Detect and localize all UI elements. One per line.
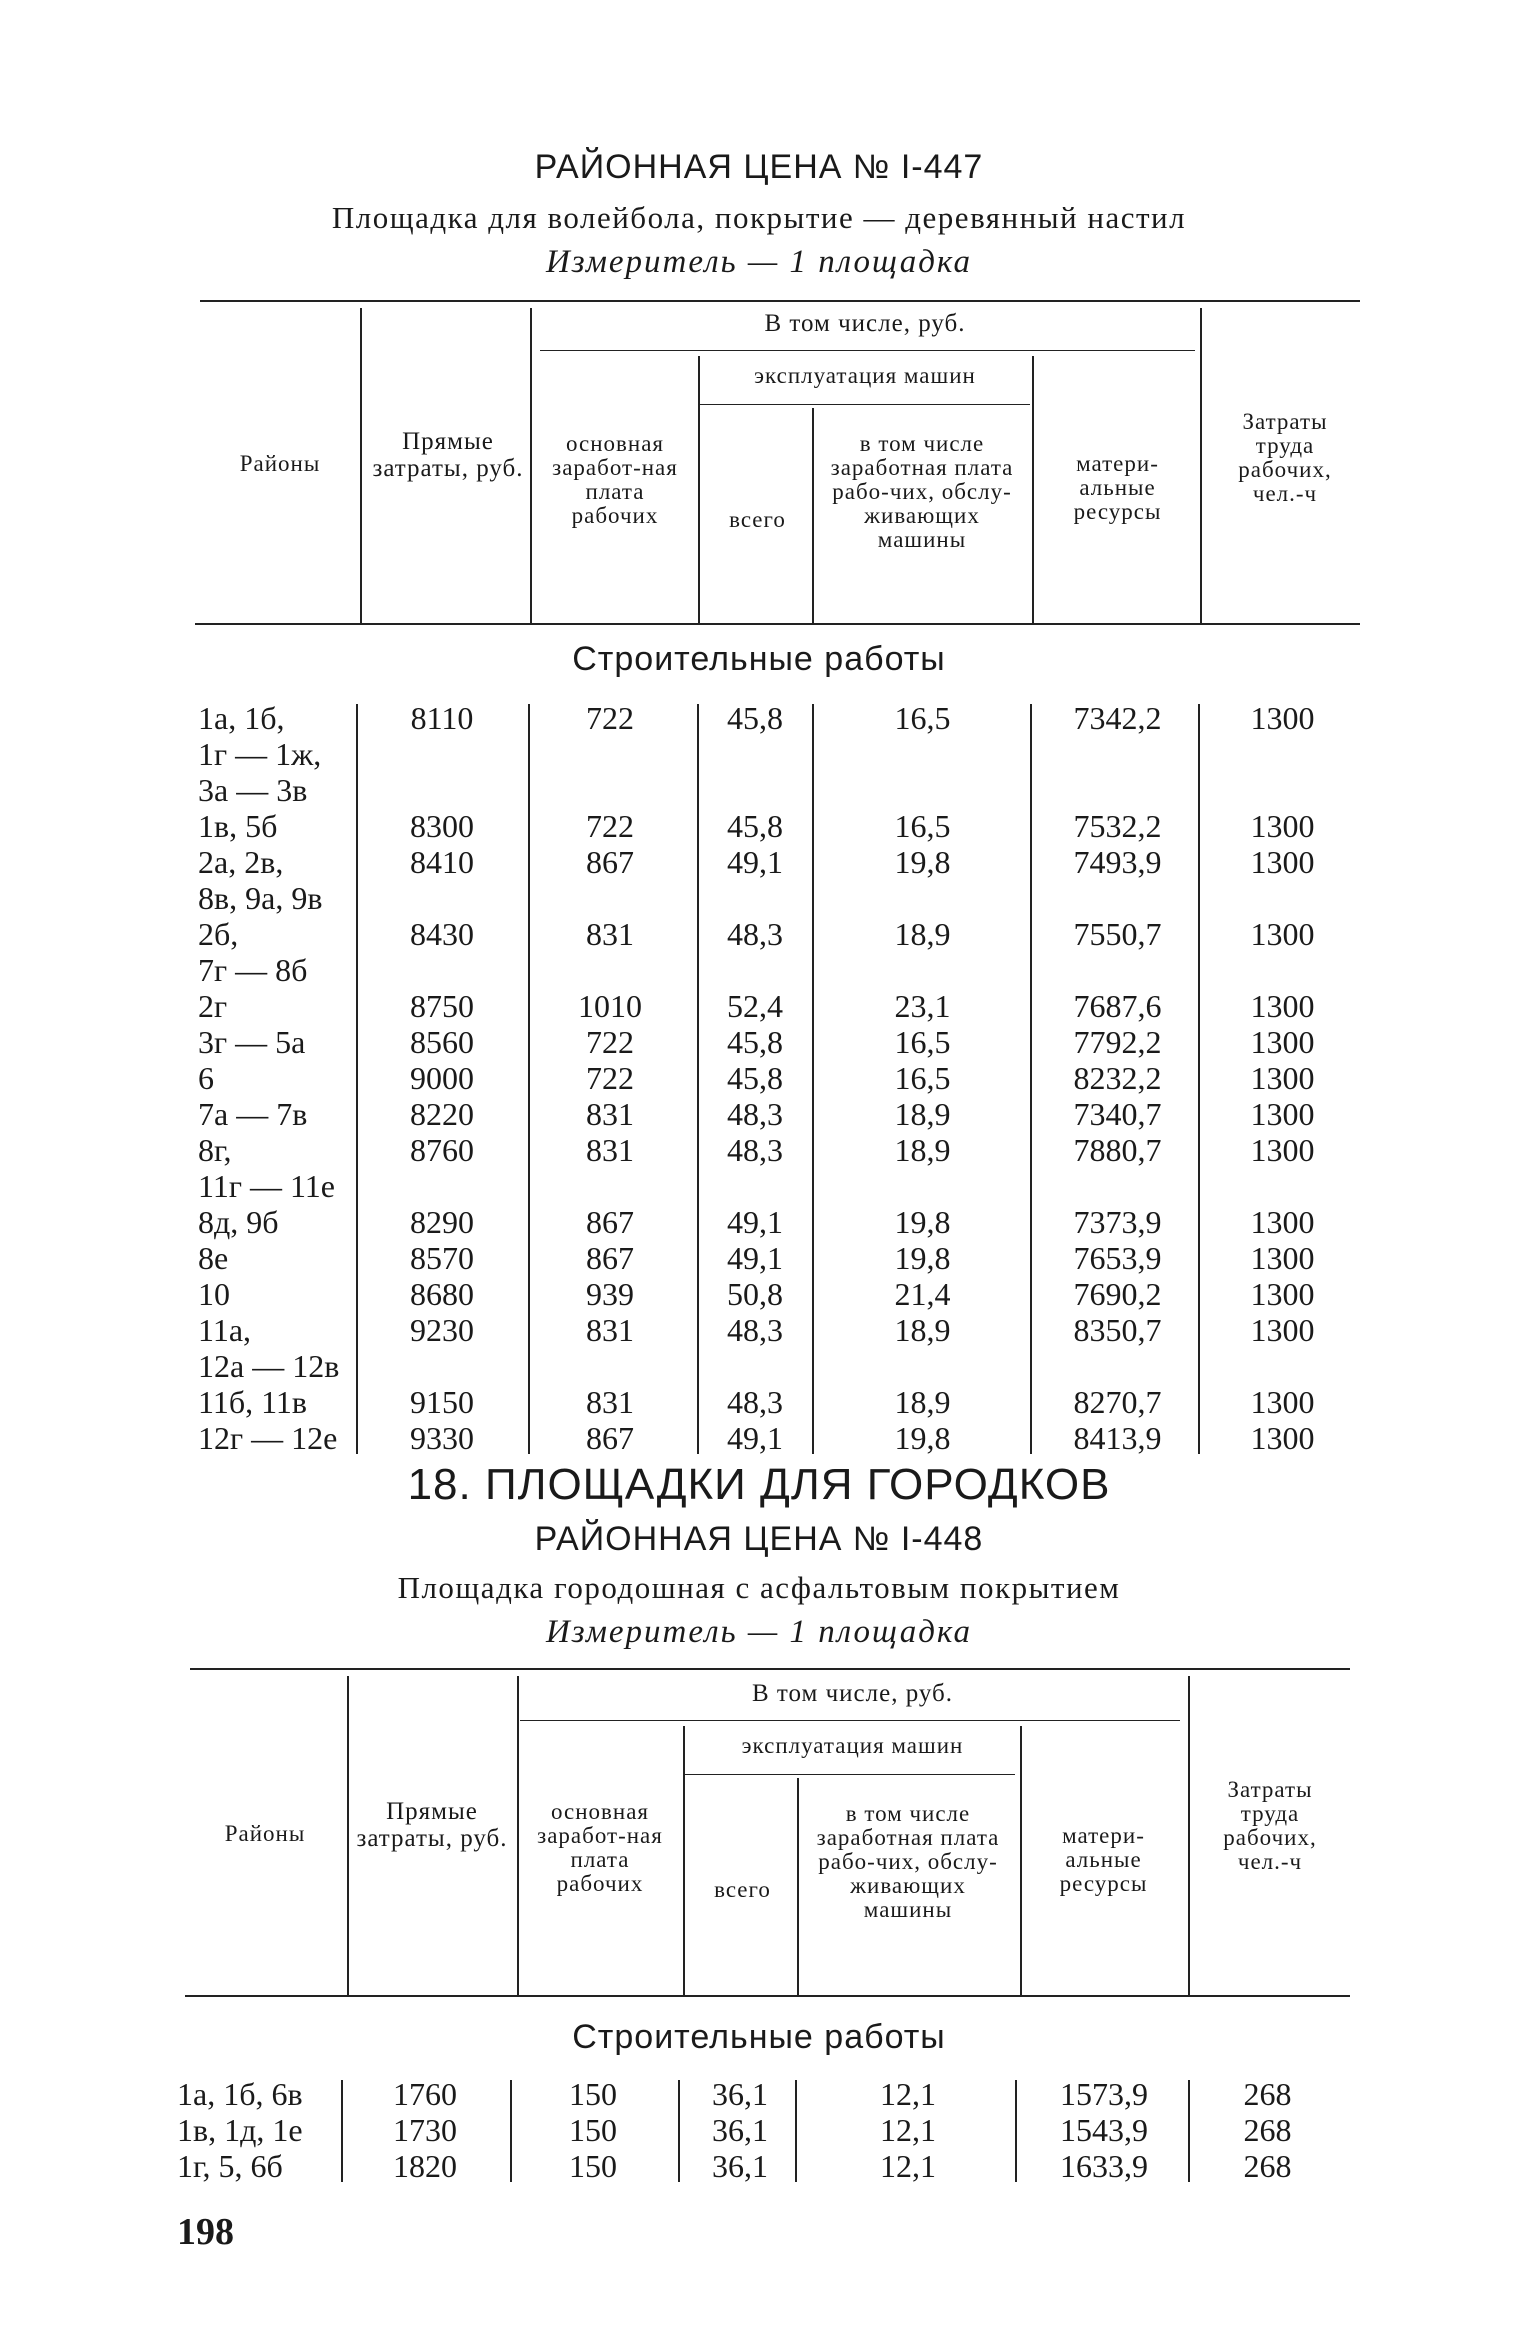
body-vline bbox=[510, 2080, 512, 2182]
body-vline bbox=[1188, 2080, 1190, 2182]
col-header-regions: Районы bbox=[224, 1821, 306, 1846]
col-header-wages: основная заработ-ная плата рабочих bbox=[537, 1799, 663, 1896]
header-vline bbox=[812, 408, 814, 623]
machines-wages-cell: 19,8 bbox=[894, 844, 951, 880]
machines-total-cell: 49,1 bbox=[727, 1240, 783, 1276]
wages-cell: 867 bbox=[586, 1204, 634, 1240]
labor-cell: 268 bbox=[1243, 2148, 1292, 2184]
body-vline bbox=[356, 704, 358, 1454]
machines-rule bbox=[700, 404, 1030, 405]
machines-total-cell: 48,3 bbox=[727, 1132, 783, 1168]
header-vline bbox=[347, 1676, 349, 1995]
col-header-incl-wages: в том числе заработная плата рабо-чих, обслу-живающих машины bbox=[830, 431, 1014, 552]
price-subtitle-1447: Площадка для волейбола, покрытие — деревянный настил bbox=[331, 200, 1187, 235]
header-vline bbox=[1020, 1726, 1022, 1995]
machines-total-cell: 45,8 bbox=[727, 1024, 783, 1060]
col-header-materials: матери-альные ресурсы bbox=[1073, 451, 1162, 524]
region-cell: 8д, 9б bbox=[198, 1204, 279, 1240]
col-header-materials: матери-альные ресурсы bbox=[1059, 1823, 1148, 1896]
header-vline bbox=[517, 1676, 519, 1995]
col-header-incl: В том числе, руб. bbox=[751, 1680, 954, 1707]
direct-cell: 8290 bbox=[410, 1204, 474, 1240]
labor-cell: 1300 bbox=[1250, 1420, 1315, 1456]
wages-cell: 831 bbox=[586, 1132, 634, 1168]
direct-cell: 8220 bbox=[410, 1096, 474, 1132]
direct-cell: 8750 bbox=[410, 988, 474, 1024]
table-header-bottom-rule bbox=[185, 1995, 1350, 1997]
body-vline bbox=[795, 2080, 797, 2182]
materials-cell: 7690,2 bbox=[1073, 1276, 1162, 1312]
direct-cell: 8560 bbox=[410, 1024, 474, 1060]
machines-wages-cell: 16,5 bbox=[894, 700, 951, 736]
col-header-machines: эксплуатация машин bbox=[754, 363, 976, 388]
labor-cell: 1300 bbox=[1250, 1096, 1315, 1132]
labor-cell: 1300 bbox=[1250, 1132, 1315, 1168]
header-vline bbox=[1032, 356, 1034, 623]
wages-cell: 831 bbox=[586, 916, 634, 952]
machines-total-cell: 36,1 bbox=[712, 2112, 768, 2148]
machines-wages-cell: 18,9 bbox=[894, 1384, 951, 1420]
machines-wages-cell: 18,9 bbox=[894, 1312, 951, 1348]
machines-wages-cell: 12,1 bbox=[880, 2076, 936, 2112]
machines-total-cell: 49,1 bbox=[727, 844, 783, 880]
machines-total-cell: 45,8 bbox=[727, 808, 783, 844]
chapter-heading: 18. ПЛОЩАДКИ ДЛЯ ГОРОДКОВ bbox=[407, 1460, 1111, 1509]
direct-cell: 8760 bbox=[410, 1132, 474, 1168]
wages-cell: 831 bbox=[586, 1384, 634, 1420]
region-cell: 1г, 5, 6б bbox=[177, 2148, 283, 2184]
machines-wages-cell: 21,4 bbox=[894, 1276, 951, 1312]
machines-total-cell: 49,1 bbox=[727, 1204, 783, 1240]
body-vline bbox=[1198, 704, 1200, 1454]
region-cell: 8е bbox=[198, 1240, 229, 1276]
materials-cell: 1543,9 bbox=[1060, 2112, 1148, 2148]
header-vline bbox=[360, 308, 362, 623]
table-top-rule bbox=[200, 300, 1360, 302]
labor-cell: 1300 bbox=[1250, 1240, 1315, 1276]
price-subtitle-1448: Площадка городошная с асфальтовым покрытием bbox=[397, 1570, 1121, 1605]
wages-cell: 831 bbox=[586, 1312, 634, 1348]
machines-wages-cell: 19,8 bbox=[894, 1420, 951, 1456]
machines-total-cell: 49,1 bbox=[727, 1420, 783, 1456]
price-measure-1448: Измеритель — 1 площадка bbox=[545, 1614, 973, 1650]
labor-cell: 1300 bbox=[1250, 1204, 1315, 1240]
col-header-incl-wages: в том числе заработная плата рабо-чих, обслу-живающих машины bbox=[816, 1801, 1000, 1922]
col-header-total: всего bbox=[729, 507, 786, 532]
direct-cell: 8110 bbox=[410, 700, 474, 736]
labor-cell: 1300 bbox=[1250, 1060, 1315, 1096]
body-vline bbox=[528, 704, 530, 1454]
table-header-bottom-rule bbox=[195, 623, 1360, 625]
body-vline bbox=[678, 2080, 680, 2182]
direct-cell: 1730 bbox=[393, 2112, 457, 2148]
machines-wages-cell: 16,5 bbox=[894, 1060, 951, 1096]
region-cell: 3г — 5а bbox=[198, 1024, 306, 1060]
incl-rule bbox=[540, 350, 1195, 351]
wages-cell: 722 bbox=[586, 700, 634, 736]
machines-total-cell: 48,3 bbox=[727, 1384, 783, 1420]
materials-cell: 7342,2 bbox=[1073, 700, 1162, 736]
region-cell: 11а, bbox=[198, 1312, 252, 1348]
machines-wages-cell: 19,8 bbox=[894, 1204, 951, 1240]
machines-total-cell: 48,3 bbox=[727, 1096, 783, 1132]
labor-cell: 1300 bbox=[1250, 700, 1315, 736]
wages-cell: 1010 bbox=[578, 988, 642, 1024]
region-cell: 1в, 1д, 1е bbox=[177, 2112, 303, 2148]
header-vline bbox=[1200, 308, 1202, 623]
materials-cell: 7493,9 bbox=[1073, 844, 1162, 880]
machines-wages-cell: 18,9 bbox=[894, 1096, 951, 1132]
materials-cell: 1633,9 bbox=[1060, 2148, 1148, 2184]
region-cell: 2а, 2в, bbox=[198, 844, 284, 880]
machines-wages-cell: 19,8 bbox=[894, 1240, 951, 1276]
machines-rule bbox=[685, 1774, 1015, 1775]
wages-cell: 939 bbox=[586, 1276, 634, 1312]
body-vline bbox=[1015, 2080, 1017, 2182]
machines-total-cell: 48,3 bbox=[727, 916, 783, 952]
region-cell: 12г — 12е bbox=[198, 1420, 338, 1456]
header-vline bbox=[530, 308, 532, 623]
col-header-direct: Прямые затраты, руб. bbox=[356, 1798, 508, 1852]
region-cell: 11г — 11е bbox=[198, 1168, 335, 1204]
region-cell: 10 bbox=[198, 1276, 230, 1312]
direct-cell: 9230 bbox=[410, 1312, 474, 1348]
price-measure-1447: Измеритель — 1 площадка bbox=[545, 244, 973, 280]
direct-cell: 8430 bbox=[410, 916, 474, 952]
region-cell: 1г — 1ж, bbox=[198, 736, 322, 772]
section-label-construction: Строительные работы bbox=[572, 640, 946, 678]
col-header-wages: основная заработ-ная плата рабочих bbox=[552, 431, 678, 528]
machines-wages-cell: 18,9 bbox=[894, 1132, 951, 1168]
region-cell: 6 bbox=[198, 1060, 214, 1096]
machines-total-cell: 45,8 bbox=[727, 1060, 783, 1096]
machines-wages-cell: 16,5 bbox=[894, 1024, 951, 1060]
materials-cell: 7340,7 bbox=[1073, 1096, 1162, 1132]
wages-cell: 722 bbox=[586, 808, 634, 844]
region-cell: 1а, 1б, 6в bbox=[177, 2076, 303, 2112]
body-vline bbox=[341, 2080, 343, 2182]
incl-rule bbox=[520, 1720, 1180, 1721]
materials-cell: 7532,2 bbox=[1073, 808, 1162, 844]
region-cell: 1а, 1б, bbox=[198, 700, 285, 736]
section-label-construction: Строительные работы bbox=[572, 2018, 946, 2056]
materials-cell: 7373,9 bbox=[1073, 1204, 1162, 1240]
labor-cell: 1300 bbox=[1250, 1276, 1315, 1312]
direct-cell: 1820 bbox=[393, 2148, 457, 2184]
labor-cell: 268 bbox=[1243, 2112, 1292, 2148]
region-cell: 1в, 5б bbox=[198, 808, 278, 844]
wages-cell: 150 bbox=[569, 2076, 617, 2112]
header-vline bbox=[1188, 1676, 1190, 1995]
region-cell: 2г bbox=[198, 988, 228, 1024]
materials-cell: 8413,9 bbox=[1073, 1420, 1162, 1456]
machines-total-cell: 36,1 bbox=[712, 2076, 768, 2112]
col-header-labor: Затраты труда рабочих, чел.-ч bbox=[1238, 409, 1332, 506]
table-top-rule bbox=[190, 1668, 1350, 1670]
region-cell: 7г — 8б bbox=[198, 952, 308, 988]
machines-total-cell: 52,4 bbox=[727, 988, 783, 1024]
materials-cell: 7653,9 bbox=[1073, 1240, 1162, 1276]
wages-cell: 867 bbox=[586, 1240, 634, 1276]
header-vline bbox=[683, 1726, 685, 1995]
col-header-incl: В том числе, руб. bbox=[764, 310, 966, 337]
materials-cell: 7550,7 bbox=[1073, 916, 1162, 952]
direct-cell: 8410 bbox=[410, 844, 474, 880]
machines-wages-cell: 12,1 bbox=[880, 2148, 936, 2184]
region-cell: 7а — 7в bbox=[198, 1096, 308, 1132]
machines-wages-cell: 16,5 bbox=[894, 808, 951, 844]
col-header-machines: эксплуатация машин bbox=[741, 1733, 964, 1758]
wages-cell: 867 bbox=[586, 1420, 634, 1456]
col-header-labor: Затраты труда рабочих, чел.-ч bbox=[1223, 1777, 1317, 1874]
body-vline bbox=[697, 704, 699, 1454]
materials-cell: 7880,7 bbox=[1073, 1132, 1162, 1168]
region-cell: 2б, bbox=[198, 916, 239, 952]
machines-wages-cell: 23,1 bbox=[894, 988, 951, 1024]
direct-cell: 9000 bbox=[410, 1060, 474, 1096]
price-title-1448: РАЙОННАЯ ЦЕНА № I-448 bbox=[534, 1520, 984, 1558]
machines-wages-cell: 12,1 bbox=[880, 2112, 936, 2148]
labor-cell: 1300 bbox=[1250, 988, 1315, 1024]
machines-total-cell: 36,1 bbox=[712, 2148, 768, 2184]
materials-cell: 1573,9 bbox=[1060, 2076, 1148, 2112]
materials-cell: 8270,7 bbox=[1073, 1384, 1162, 1420]
direct-cell: 8300 bbox=[410, 808, 474, 844]
header-vline bbox=[797, 1778, 799, 1995]
labor-cell: 1300 bbox=[1250, 1024, 1315, 1060]
labor-cell: 1300 bbox=[1250, 1384, 1315, 1420]
labor-cell: 1300 bbox=[1250, 916, 1315, 952]
page-number: 198 bbox=[177, 2211, 234, 2253]
region-cell: 3а — 3в bbox=[198, 772, 308, 808]
wages-cell: 150 bbox=[569, 2148, 617, 2184]
direct-cell: 1760 bbox=[393, 2076, 457, 2112]
materials-cell: 7687,6 bbox=[1073, 988, 1162, 1024]
price-title-1447: РАЙОННАЯ ЦЕНА № I-447 bbox=[534, 148, 984, 186]
direct-cell: 8680 bbox=[410, 1276, 474, 1312]
region-cell: 12а — 12в bbox=[198, 1348, 340, 1384]
machines-total-cell: 48,3 bbox=[727, 1312, 783, 1348]
materials-cell: 7792,2 bbox=[1073, 1024, 1162, 1060]
wages-cell: 831 bbox=[586, 1096, 634, 1132]
col-header-total: всего bbox=[714, 1877, 771, 1902]
wages-cell: 722 bbox=[586, 1060, 634, 1096]
direct-cell: 9150 bbox=[410, 1384, 474, 1420]
materials-cell: 8232,2 bbox=[1073, 1060, 1162, 1096]
wages-cell: 150 bbox=[569, 2112, 617, 2148]
col-header-direct: Прямые затраты, руб. bbox=[372, 428, 524, 482]
direct-cell: 8570 bbox=[410, 1240, 474, 1276]
machines-total-cell: 45,8 bbox=[727, 700, 783, 736]
body-vline bbox=[1030, 704, 1032, 1454]
wages-cell: 867 bbox=[586, 844, 634, 880]
region-cell: 8в, 9а, 9в bbox=[198, 880, 323, 916]
machines-wages-cell: 18,9 bbox=[894, 916, 951, 952]
wages-cell: 722 bbox=[586, 1024, 634, 1060]
labor-cell: 1300 bbox=[1250, 844, 1315, 880]
header-vline bbox=[698, 356, 700, 623]
body-vline bbox=[812, 704, 814, 1454]
region-cell: 11б, 11в bbox=[198, 1384, 308, 1420]
labor-cell: 1300 bbox=[1250, 1312, 1315, 1348]
materials-cell: 8350,7 bbox=[1073, 1312, 1162, 1348]
col-header-regions: Районы bbox=[239, 451, 321, 476]
direct-cell: 9330 bbox=[410, 1420, 474, 1456]
machines-total-cell: 50,8 bbox=[727, 1276, 783, 1312]
labor-cell: 1300 bbox=[1250, 808, 1315, 844]
labor-cell: 268 bbox=[1243, 2076, 1292, 2112]
region-cell: 8г, bbox=[198, 1132, 232, 1168]
